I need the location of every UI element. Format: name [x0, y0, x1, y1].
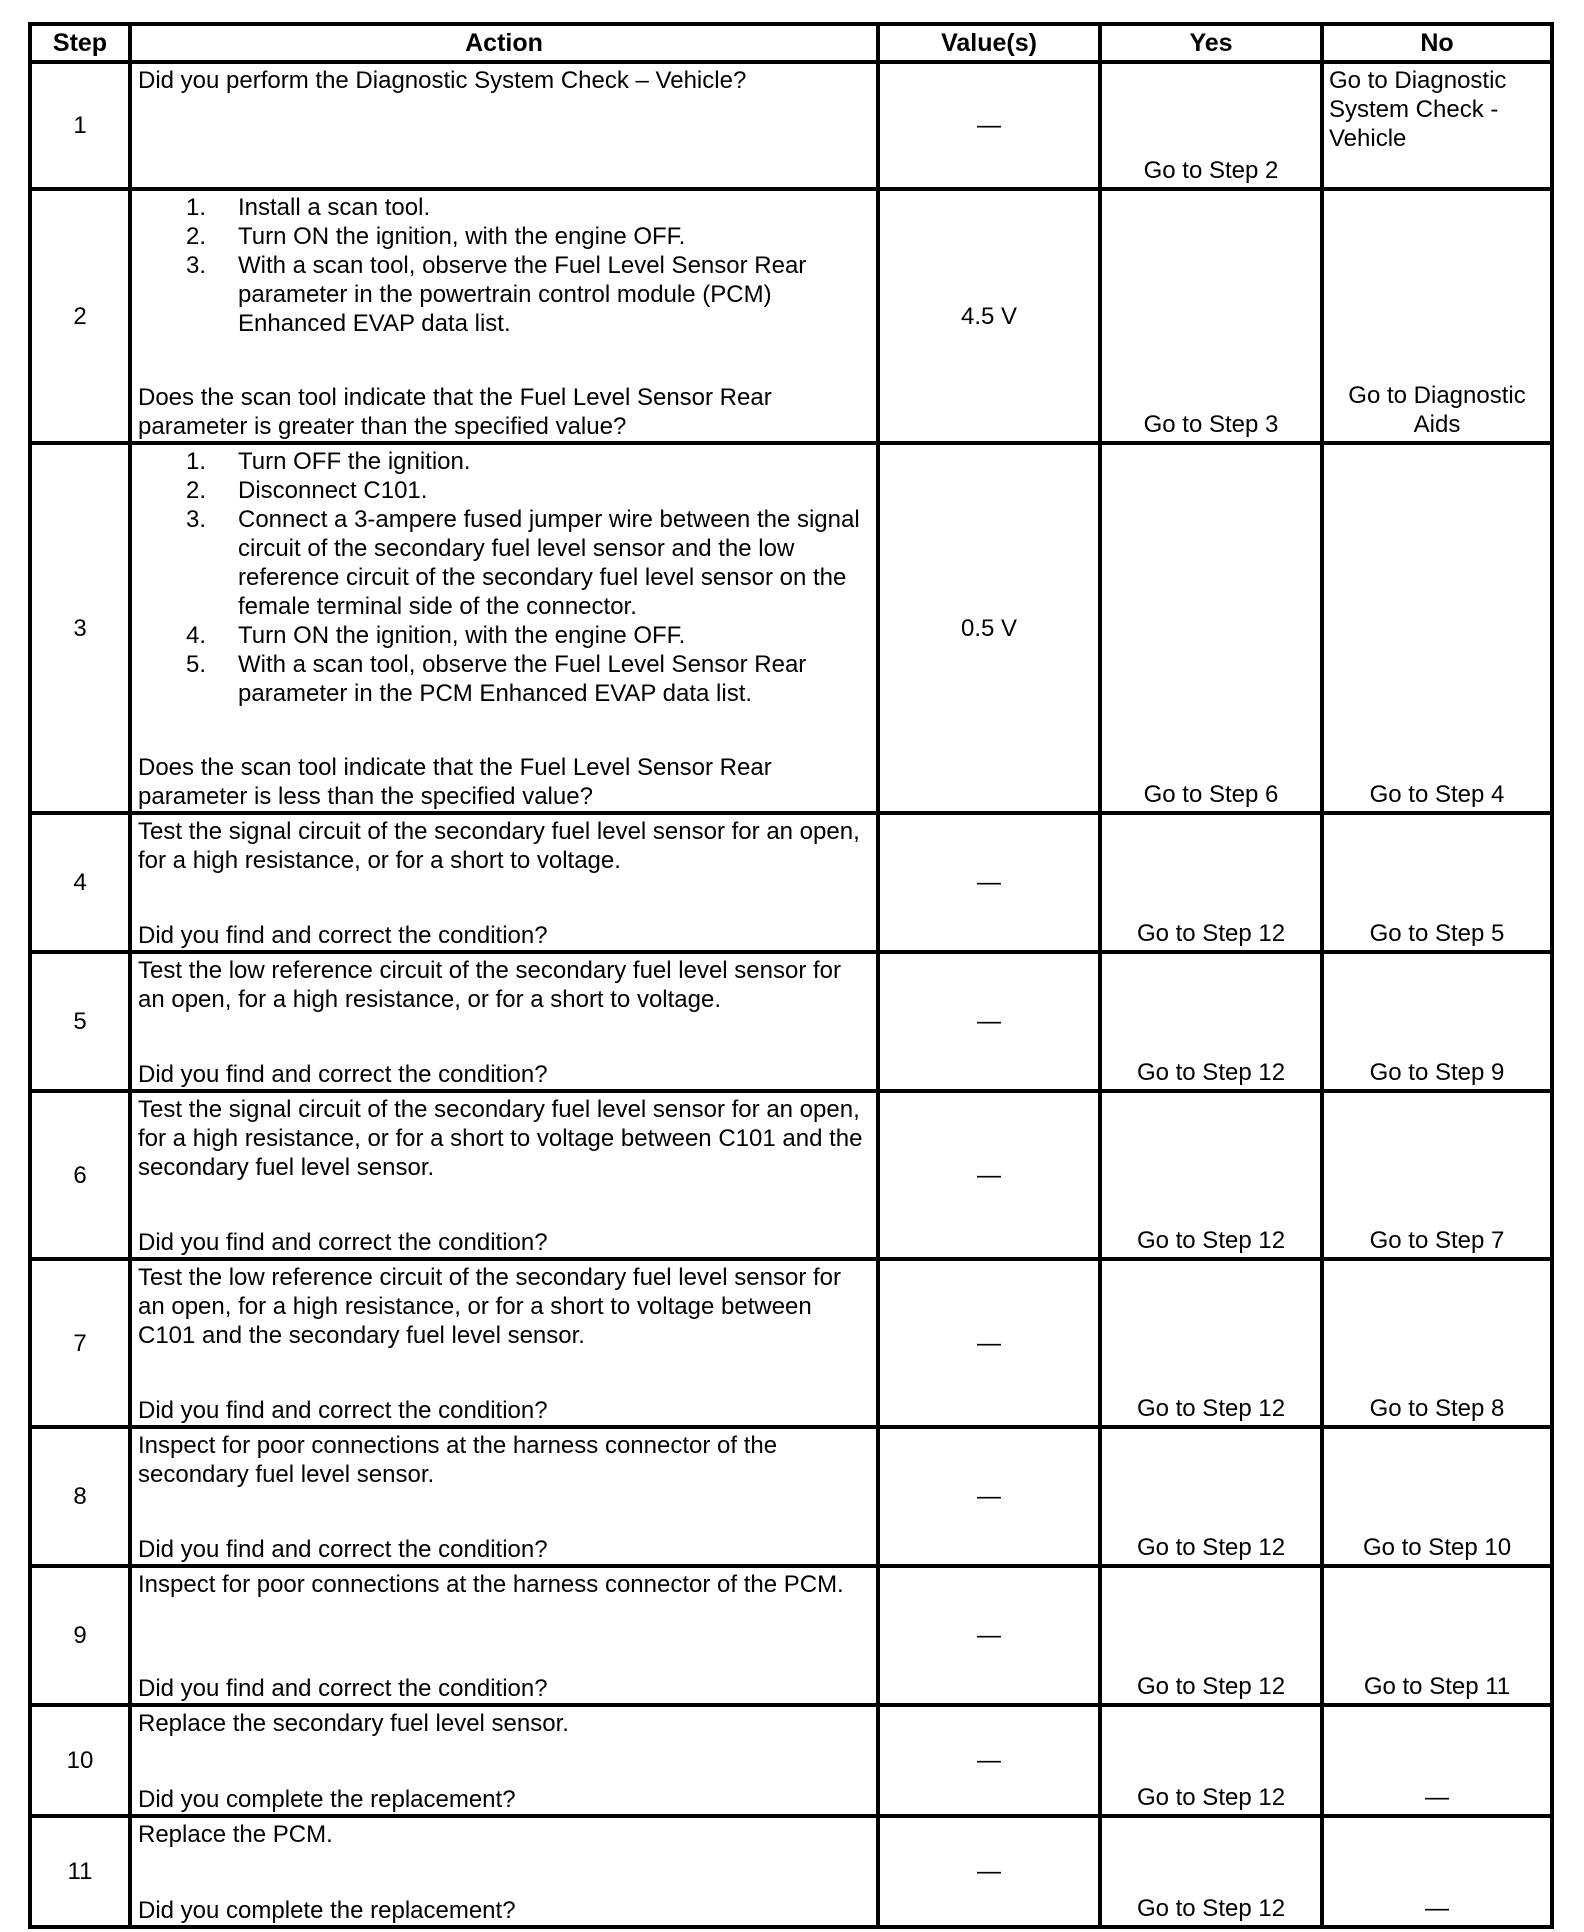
substep-number: 1.: [186, 448, 207, 475]
header-no: No: [1322, 24, 1552, 62]
step-number: 7: [30, 1259, 130, 1427]
substep-item: [138, 447, 870, 476]
no-cell: Go to Diagnostic Aids: [1322, 189, 1552, 443]
action-prompt: Replace the secondary fuel level sensor.: [138, 1710, 569, 1737]
substep-item: [138, 222, 870, 251]
substep-item: [138, 621, 870, 650]
action-cell: [130, 813, 878, 952]
substep-text: Turn ON the ignition, with the engine OFF.: [238, 223, 686, 250]
substep-text: Turn OFF the ignition.: [238, 448, 471, 475]
yes-cell: Go to Step 6: [1100, 443, 1322, 813]
action-content: [138, 1820, 870, 1925]
no-cell: Go to Step 4: [1322, 443, 1552, 813]
step-number: 2: [30, 189, 130, 443]
step-number: 10: [30, 1705, 130, 1816]
action-prompt: Test the signal circuit of the secondary fuel level sensor for an open, for a high resistance, or for a short to voltage between C101 and the secondary fuel level sensor.: [138, 1096, 863, 1181]
yes-cell: Go to Step 12: [1100, 1427, 1322, 1566]
step-number: 11: [30, 1816, 130, 1927]
yes-cell: Go to Step 2: [1100, 62, 1322, 189]
no-cell: Go to Step 9: [1322, 952, 1552, 1091]
no-cell: Go to Diagnostic System Check - Vehicle: [1322, 62, 1552, 189]
action-content: [138, 447, 870, 811]
header-action: Action: [130, 24, 878, 62]
action-prompt: Inspect for poor connections at the harness connector of the secondary fuel level sensor.: [138, 1432, 778, 1488]
action-content: [138, 1570, 870, 1703]
action-cell: [130, 1566, 878, 1705]
step-number: 9: [30, 1566, 130, 1705]
action-instructions: [138, 66, 870, 95]
action-question: Did you find and correct the condition?: [138, 1536, 548, 1563]
action-instructions: [138, 1095, 870, 1182]
action-question: Does the scan tool indicate that the Fuel Level Sensor Rear parameter is greater than the specified value?: [138, 384, 772, 440]
substep-text: Connect a 3-ampere fused jumper wire between the signal circuit of the secondary fuel level sensor and the low reference circuit of the secondary fuel level sensor on the female terminal side of the connector.: [238, 506, 860, 620]
action-content: [138, 817, 870, 950]
substep-item: [138, 193, 870, 222]
substep-text: Disconnect C101.: [238, 477, 428, 504]
substep-list: [138, 193, 870, 338]
step-number: 4: [30, 813, 130, 952]
substep-text: With a scan tool, observe the Fuel Level Sensor Rear parameter in the PCM Enhanced EVAP data list.: [238, 651, 807, 707]
yes-cell: Go to Step 12: [1100, 952, 1322, 1091]
table-row: [30, 62, 1552, 189]
substep-number: 5.: [186, 651, 207, 678]
table-row: [30, 1816, 1552, 1927]
action-cell: [130, 1705, 878, 1816]
table-row: [30, 1091, 1552, 1259]
step-number: 6: [30, 1091, 130, 1259]
action-content: [138, 193, 870, 441]
substep-item: [138, 650, 870, 708]
action-cell: [130, 1427, 878, 1566]
table-row: [30, 952, 1552, 1091]
no-cell: —: [1322, 1705, 1552, 1816]
action-content: [138, 1095, 870, 1257]
substep-item: [138, 505, 870, 621]
step-number: 3: [30, 443, 130, 813]
action-question: Does the scan tool indicate that the Fuel Level Sensor Rear parameter is less than the specified value?: [138, 754, 772, 810]
substep-number: 2.: [186, 223, 207, 250]
yes-cell: Go to Step 12: [1100, 813, 1322, 952]
action-instructions: [138, 447, 870, 708]
action-cell: [130, 62, 878, 189]
action-prompt: Test the low reference circuit of the secondary fuel level sensor for an open, for a high resistance, or for a short to voltage.: [138, 957, 842, 1013]
action-content: [138, 1431, 870, 1564]
action-question: Did you find and correct the condition?: [138, 1061, 548, 1088]
action-prompt: Test the low reference circuit of the secondary fuel level sensor for an open, for a high resistance, or for a short to voltage between C101 and the secondary fuel level sensor.: [138, 1264, 842, 1349]
action-content: [138, 1709, 870, 1814]
action-question: Did you find and correct the condition?: [138, 1675, 548, 1702]
no-cell: Go to Step 8: [1322, 1259, 1552, 1427]
action-question: Did you find and correct the condition?: [138, 1229, 548, 1256]
substep-number: 1.: [186, 194, 207, 221]
yes-cell: Go to Step 3: [1100, 189, 1322, 443]
action-instructions: [138, 956, 870, 1014]
yes-cell: Go to Step 12: [1100, 1566, 1322, 1705]
action-question: Did you complete the replacement?: [138, 1897, 516, 1924]
action-instructions: [138, 1263, 870, 1350]
header-values: Value(s): [878, 24, 1100, 62]
action-instructions: [138, 1570, 870, 1599]
value-cell: 4.5 V: [878, 189, 1100, 443]
action-prompt: Test the signal circuit of the secondary fuel level sensor for an open, for a high resistance, or for a short to voltage.: [138, 818, 860, 874]
table-row: [30, 443, 1552, 813]
header-yes: Yes: [1100, 24, 1322, 62]
action-prompt: Did you perform the Diagnostic System Check – Vehicle?: [138, 67, 747, 94]
action-cell: [130, 1091, 878, 1259]
no-cell: Go to Step 7: [1322, 1091, 1552, 1259]
no-cell: —: [1322, 1816, 1552, 1927]
step-number: 5: [30, 952, 130, 1091]
action-prompt: Inspect for poor connections at the harness connector of the PCM.: [138, 1571, 844, 1598]
header-row: [30, 24, 1552, 62]
action-cell: [130, 1259, 878, 1427]
table-row: [30, 1566, 1552, 1705]
action-question: Did you find and correct the condition?: [138, 922, 548, 949]
table-row: [30, 813, 1552, 952]
table-row: [30, 189, 1552, 443]
step-number: 1: [30, 62, 130, 189]
action-cell: [130, 443, 878, 813]
table-row: [30, 1427, 1552, 1566]
value-cell: —: [878, 952, 1100, 1091]
action-instructions: [138, 1820, 870, 1849]
diagnostic-table: [28, 22, 1554, 1929]
action-content: [138, 956, 870, 1089]
value-cell: —: [878, 1091, 1100, 1259]
value-cell: 0.5 V: [878, 443, 1100, 813]
action-instructions: [138, 1431, 870, 1489]
yes-cell: Go to Step 12: [1100, 1259, 1322, 1427]
action-cell: [130, 189, 878, 443]
substep-number: 4.: [186, 622, 207, 649]
action-cell: [130, 1816, 878, 1927]
value-cell: —: [878, 1816, 1100, 1927]
table-row: [30, 1259, 1552, 1427]
substep-item: [138, 251, 870, 338]
step-number: 8: [30, 1427, 130, 1566]
value-cell: —: [878, 1259, 1100, 1427]
yes-cell: Go to Step 12: [1100, 1705, 1322, 1816]
action-cell: [130, 952, 878, 1091]
value-cell: —: [878, 813, 1100, 952]
substep-text: With a scan tool, observe the Fuel Level Sensor Rear parameter in the powertrain control module (PCM) Enhanced EVAP data list.: [238, 252, 807, 337]
substep-number: 3.: [186, 252, 207, 279]
action-instructions: [138, 1709, 870, 1738]
action-instructions: [138, 193, 870, 338]
substep-list: [138, 447, 870, 708]
yes-cell: Go to Step 12: [1100, 1816, 1322, 1927]
action-question: Did you find and correct the condition?: [138, 1397, 548, 1424]
action-question: Did you complete the replacement?: [138, 1786, 516, 1813]
value-cell: —: [878, 62, 1100, 189]
action-prompt: Replace the PCM.: [138, 1821, 333, 1848]
action-content: [138, 1263, 870, 1425]
value-cell: —: [878, 1566, 1100, 1705]
action-instructions: [138, 817, 870, 875]
substep-number: 2.: [186, 477, 207, 504]
value-cell: —: [878, 1427, 1100, 1566]
substep-item: [138, 476, 870, 505]
no-cell: Go to Step 5: [1322, 813, 1552, 952]
no-cell: Go to Step 10: [1322, 1427, 1552, 1566]
action-content: [138, 66, 870, 187]
substep-text: Install a scan tool.: [238, 194, 431, 221]
header-step: Step: [30, 24, 130, 62]
yes-cell: Go to Step 12: [1100, 1091, 1322, 1259]
no-cell: Go to Step 11: [1322, 1566, 1552, 1705]
table-row: [30, 1705, 1552, 1816]
substep-number: 3.: [186, 506, 207, 533]
substep-text: Turn ON the ignition, with the engine OFF.: [238, 622, 686, 649]
value-cell: —: [878, 1705, 1100, 1816]
